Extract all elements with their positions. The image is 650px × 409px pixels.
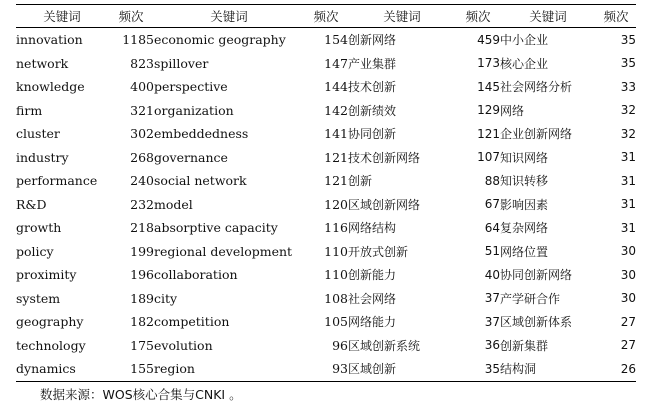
keyword-cell: 核心企业 — [500, 56, 549, 71]
frequency-cell: 30 — [620, 244, 636, 259]
frequency-cell: 141 — [324, 126, 348, 142]
keyword-cell: firm — [16, 102, 43, 118]
frequency-cell: 116 — [324, 220, 348, 236]
keyword-cell: 技术创新 — [348, 80, 397, 95]
keyword-cell: 创新绩效 — [348, 103, 397, 118]
keyword-cell: governance — [154, 149, 228, 165]
table-row — [16, 310, 636, 334]
keyword-cell: performance — [16, 173, 98, 189]
keyword-cell: competition — [154, 314, 230, 330]
frequency-cell: 110 — [324, 267, 348, 283]
header-keyword-3: 关键词 — [348, 5, 456, 28]
header-frequency-3: 频次 — [456, 5, 500, 28]
frequency-cell: 240 — [130, 173, 154, 189]
frequency-cell: 31 — [620, 150, 636, 165]
frequency-cell: 27 — [620, 338, 636, 353]
frequency-cell: 155 — [108, 357, 154, 381]
frequency-cell: 196 — [130, 267, 154, 283]
keyword-cell: 知识网络 — [500, 150, 549, 165]
frequency-cell: 64 — [484, 220, 500, 235]
table-row — [16, 216, 636, 240]
keyword-cell: regional development — [154, 243, 293, 259]
table-row — [16, 357, 636, 381]
frequency-cell: 96 — [332, 337, 348, 353]
keyword-cell: geography — [16, 314, 84, 330]
keyword-cell: 创新能力 — [348, 268, 397, 283]
header-frequency-4: 频次 — [596, 5, 636, 28]
keyword-cell: innovation — [16, 32, 83, 48]
table-row — [16, 75, 636, 99]
frequency-cell: 31 — [620, 197, 636, 212]
keyword-cell: dynamics — [16, 357, 108, 381]
keyword-cell: 协同创新 — [348, 127, 397, 142]
keyword-cell: spillover — [154, 55, 209, 71]
table-row — [16, 334, 636, 358]
header-frequency-2: 频次 — [304, 5, 348, 28]
keyword-cell: 协同创新网络 — [500, 268, 573, 283]
keyword-cell: social network — [154, 173, 247, 189]
frequency-cell: 459 — [477, 32, 500, 47]
keyword-cell: 区域创新 — [348, 357, 456, 381]
frequency-cell: 67 — [484, 197, 500, 212]
frequency-cell: 37 — [484, 314, 500, 329]
keyword-cell: city — [154, 290, 178, 306]
frequency-cell: 110 — [324, 243, 348, 259]
table-row — [16, 263, 636, 287]
frequency-cell: 199 — [130, 243, 154, 259]
keyword-cell: network — [16, 55, 69, 71]
frequency-cell: 120 — [324, 196, 348, 212]
keyword-cell: collaboration — [154, 267, 238, 283]
frequency-cell: 268 — [130, 149, 154, 165]
frequency-cell: 88 — [484, 173, 500, 188]
table-row — [16, 287, 636, 311]
keyword-cell: R&D — [16, 196, 47, 212]
frequency-cell: 182 — [130, 314, 154, 330]
frequency-cell: 27 — [620, 314, 636, 329]
frequency-cell: 35 — [620, 56, 636, 71]
keyword-cell: growth — [16, 220, 62, 236]
frequency-cell: 175 — [130, 337, 154, 353]
keyword-cell: cluster — [16, 126, 60, 142]
keyword-cell: 区域创新系统 — [348, 338, 421, 353]
keyword-cell: 开放式创新 — [348, 244, 409, 259]
header-keyword-2: 关键词 — [154, 5, 304, 28]
frequency-cell: 33 — [620, 79, 636, 94]
keyword-cell: industry — [16, 149, 69, 165]
frequency-cell: 321 — [130, 102, 154, 118]
keyword-cell: technology — [16, 337, 86, 353]
frequency-cell: 35 — [620, 32, 636, 47]
table-row — [16, 99, 636, 123]
table-body — [16, 28, 636, 382]
frequency-cell: 32 — [620, 126, 636, 141]
table-row — [16, 240, 636, 264]
frequency-cell: 51 — [484, 244, 500, 259]
header-keyword-1: 关键词 — [16, 5, 108, 28]
frequency-cell: 400 — [130, 79, 154, 95]
keyword-cell: 企业创新网络 — [500, 127, 573, 142]
keyword-cell: embeddedness — [154, 126, 249, 142]
frequency-cell: 144 — [324, 79, 348, 95]
frequency-cell: 147 — [324, 55, 348, 71]
frequency-cell: 1185 — [122, 32, 154, 48]
keyword-cell: 网络结构 — [348, 221, 397, 236]
frequency-cell: 121 — [477, 126, 500, 141]
frequency-cell: 823 — [130, 55, 154, 71]
data-source-note: 数据来源：WOS核心合集与CNKI 。 — [40, 387, 242, 402]
keyword-cell: 网络能力 — [348, 315, 397, 330]
frequency-cell: 36 — [484, 338, 500, 353]
keyword-cell: 结构洞 — [500, 357, 596, 381]
keyword-cell: system — [16, 290, 61, 306]
keyword-cell: 复杂网络 — [500, 221, 549, 236]
frequency-cell: 232 — [130, 196, 154, 212]
frequency-cell: 31 — [620, 173, 636, 188]
frequency-cell: 173 — [477, 56, 500, 71]
frequency-cell: 121 — [324, 149, 348, 165]
frequency-cell: 30 — [620, 267, 636, 282]
keyword-cell: 区域创新体系 — [500, 315, 573, 330]
frequency-cell: 40 — [484, 267, 500, 282]
keyword-cell: organization — [154, 102, 234, 118]
frequency-cell: 30 — [620, 291, 636, 306]
table-row — [16, 169, 636, 193]
keyword-cell: 创新集群 — [500, 338, 549, 353]
keyword-cell: 网络位置 — [500, 244, 549, 259]
frequency-cell: 145 — [477, 79, 500, 94]
frequency-cell: 31 — [620, 220, 636, 235]
frequency-cell: 218 — [130, 220, 154, 236]
keyword-cell: policy — [16, 243, 54, 259]
keyword-cell: 创新 — [348, 174, 373, 189]
frequency-cell: 189 — [130, 290, 154, 306]
frequency-cell: 26 — [596, 357, 636, 381]
keyword-frequency-table — [16, 4, 636, 382]
frequency-cell: 121 — [324, 173, 348, 189]
header-keyword-4: 关键词 — [500, 5, 596, 28]
keyword-cell: 知识转移 — [500, 174, 549, 189]
table-row — [16, 193, 636, 217]
keyword-cell: economic geography — [154, 32, 286, 48]
keyword-cell: evolution — [154, 337, 213, 353]
frequency-cell: 142 — [324, 102, 348, 118]
keyword-cell: region — [154, 357, 304, 381]
table-row — [16, 122, 636, 146]
keyword-cell: 社会网络分析 — [500, 80, 573, 95]
table-row — [16, 146, 636, 170]
frequency-cell: 108 — [324, 290, 348, 306]
table-row — [16, 52, 636, 76]
header-frequency-1: 频次 — [108, 5, 154, 28]
frequency-cell: 107 — [477, 150, 500, 165]
keyword-cell: 产业集群 — [348, 56, 397, 71]
table-header-row — [16, 5, 636, 28]
keyword-cell: 技术创新网络 — [348, 150, 421, 165]
frequency-cell: 302 — [130, 126, 154, 142]
keyword-cell: 产学研合作 — [500, 291, 561, 306]
frequency-cell: 35 — [456, 357, 500, 381]
keyword-cell: 创新网络 — [348, 33, 397, 48]
frequency-cell: 32 — [620, 103, 636, 118]
keyword-cell: proximity — [16, 267, 77, 283]
keyword-cell: 中小企业 — [500, 33, 549, 48]
frequency-cell: 37 — [484, 291, 500, 306]
keyword-cell: 影响因素 — [500, 197, 549, 212]
keyword-cell: absorptive capacity — [154, 220, 278, 236]
keyword-cell: perspective — [154, 79, 228, 95]
frequency-cell: 93 — [304, 357, 348, 381]
frequency-cell: 129 — [477, 103, 500, 118]
keyword-cell: knowledge — [16, 79, 85, 95]
keyword-cell: 网络 — [500, 103, 525, 118]
keyword-cell: 社会网络 — [348, 291, 397, 306]
frequency-cell: 105 — [324, 314, 348, 330]
keyword-cell: model — [154, 196, 193, 212]
keyword-cell: 区域创新网络 — [348, 197, 421, 212]
frequency-cell: 154 — [324, 32, 348, 48]
table-row — [16, 28, 636, 52]
